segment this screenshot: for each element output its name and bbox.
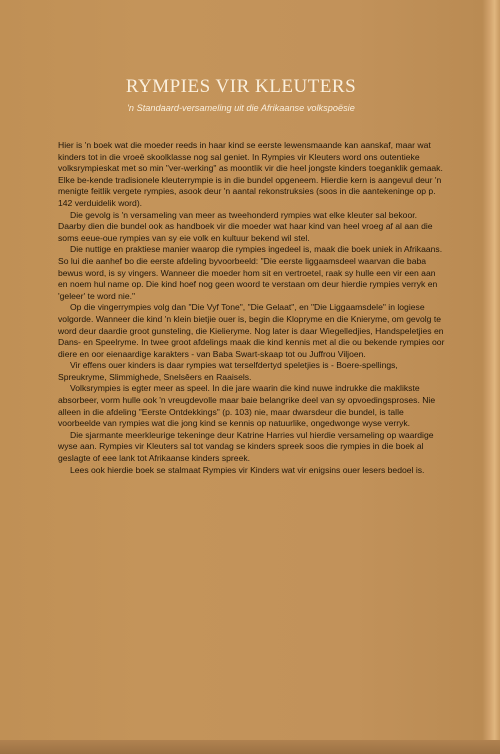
blurb-paragraph: Op die vingerrympies volg dan "Die Vyf Tone", "Die Gelaat", en "Die Liggaamsdele" in logiese volgorde. Wanneer die kind 'n klein bietjie ouer is, begin die Klopryme en die Knieryme, om gevolg te word deur daardie groot gunsteling, die Kielieryme. Nog later is daar Wiegelledjies, Handspeletjies en Dans- en Speelryme. In twee groot afdelings maak die kind kennis met al die ou bekende rympies oor diere en oor eienaardige karakters - van Baba Swart-skaap tot ou Juffrou Viljoen. — [58, 302, 445, 359]
spine-edge — [482, 0, 500, 754]
blurb-paragraph: Hier is 'n boek wat die moeder reeds in haar kind se eerste lewensmaande kan aanskaf, maar wat kinders tot in die vroeë skoolklasse nog sal geniet. In Rympies vir Kleuters word ons outentieke volksrympieskat met so min "ver-werking" as moontlik vir die heel jongste kinders toeganklik gemaak. Elke be-kende tradisionele kleuterrympie is in die bundel opgeneem. Hierdie kern is aangevul deur 'n menigte feitlik vergete rympies, asook deur 'n aantal rekonstruksies (soos in die aantekeninge op p. 142 verduidelik word). — [58, 140, 443, 208]
blurb-text — [58, 140, 446, 476]
blurb-paragraph: Die nuttige en praktiese manier waarop die rympies ingedeel is, maak die boek uniek in Afrikaans. So lui die aanhef bo die eerste afdeling byvoorbeeld: "Die eerste liggaamsdeel waarvan die baba bewus word, is sy vingers. Wanneer die moeder hom sit en vertroetel, raak sy hulle een vir een aan en noem hul name op. Die kind hoef nog geen woord te verstaan om deur hierdie rympies verryk en 'geleer' te word nie." — [58, 244, 443, 301]
cover-title: RYMPIES VIR KLEUTERS — [125, 76, 357, 97]
blurb-paragraph: Die gevolg is 'n versameling van meer as tweehonderd rympies wat elke kleuter sal bekoor. Daarby dien die bundel ook as handboek vir die moeder wat haar kind van heel vroeg af al aan die soms eeue-oue rympies van sy eie volk en kultuur bekend wil stel. — [58, 209, 433, 243]
cover-subtitle: 'n Standaard-versameling uit die Afrikaanse volkspoësie — [127, 103, 355, 113]
blurb-paragraph: Vir effens ouer kinders is daar rympies wat terselfdertyd speletjies is - Boere-spellings, Spreukryme, Slimmighede, Snelsêers en Raaisels. — [58, 360, 398, 382]
blurb-paragraph: Volksrympies is egter meer as speel. In die jare waarin die kind nuwe indrukke die maklikste absorbeer, vorm hulle ook 'n vreugdevolle maar baie belangrike deel van sy opvoedingsproses. Nie alleen in die afdeling "Eerste Ontdekkings" (p. 103) nie, maar dwarsdeur die bundel, is talle voorbeelde van rympies wat die jong kind se kennis op natuurlike, ongedwonge wyse verryk. — [58, 383, 436, 429]
blurb-paragraph: Lees ook hierdie boek se stalmaat Rympies vir Kinders wat vir enigsins ouer lesers bedoel is. — [70, 464, 425, 475]
bottom-edge — [0, 740, 500, 754]
blurb-paragraph: Die sjarmante meerkleurige tekeninge deur Katrine Harries vul hierdie versameling op waardige wyse aan. Rympies vir Kleuters sal tot vandag se kinders spreek soos die rympies in die boek al geslagte of eee lank tot Afrikaanse kinders spreek. — [58, 429, 434, 464]
